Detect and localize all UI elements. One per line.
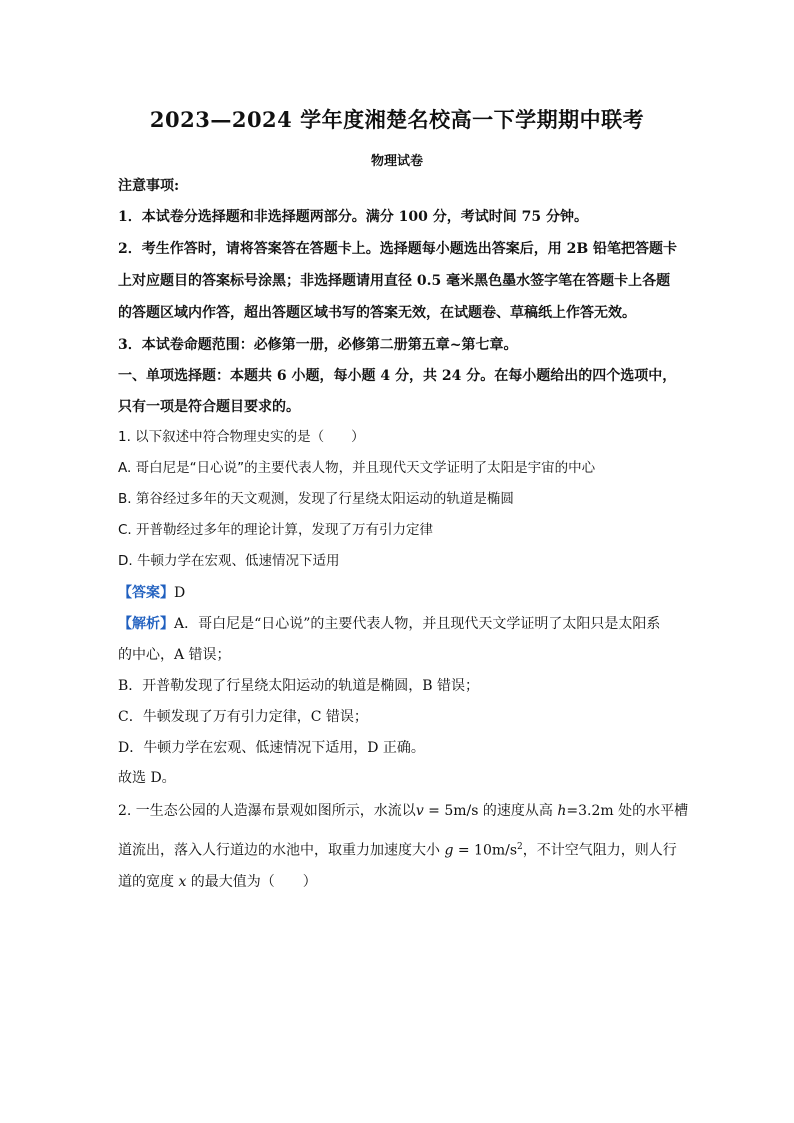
q2-line-1: [118, 802, 689, 820]
gravity-value: = 10m/s: [453, 842, 518, 859]
q2-line-3: [118, 873, 678, 891]
q1-analysis-d: D．牛顿力学在宏观、低速情况下适用，D 正确。: [118, 740, 425, 756]
q1-analysis-line-1: [118, 615, 678, 633]
notice-heading: 注意事项:: [118, 178, 180, 194]
section-heading-line-1: 一、单项选择题：本题共 6 小题，每小题 4 分，共 24 分。在每小题给出的四个选项中，: [118, 368, 677, 384]
q2-text: 道流出，落入人行道边的水池中，取重力加速度大小: [118, 842, 445, 859]
q1-conclusion: 故选 D。: [118, 770, 176, 786]
page-title: 2023—2024 学年度湘楚名校高一下学期期中联考: [149, 107, 645, 132]
q2-text: 的速度从高: [478, 803, 558, 819]
notice-item-2-line-2: 上对应题目的答案标号涂黑；非选择题请用直径 0.5 毫米黑色墨水签字笔在答题卡上各题: [118, 273, 671, 289]
velocity-value: = 5m/s: [423, 803, 479, 819]
gravity-exponent: 2: [517, 842, 523, 852]
q1-option-c: C. 开普勒经过多年的理论计算，发现了万有引力定律: [118, 522, 434, 538]
q2-text: ，不计空气阻力，则人行: [522, 842, 677, 859]
answer-label: 【答案】: [118, 585, 174, 601]
q1-analysis-b: B．开普勒发现了行星绕太阳运动的轨道是椭圆，B 错误；: [118, 678, 480, 694]
notice-item-2-line-3: 的答题区域内作答，超出答题区域书写的答案无效，在试题卷、草稿纸上作答无效。: [118, 305, 636, 321]
page-subtitle: 物理试卷: [370, 154, 423, 169]
q1-stem: 1. 以下叙述中符合物理史实的是（ ）: [118, 429, 365, 445]
q1-option-b: B. 第谷经过多年的天文观测，发现了行星绕太阳运动的轨道是椭圆: [118, 491, 514, 507]
q2-text: 的最大值为（ ）: [186, 874, 317, 890]
q1-analysis-c: C．牛顿发现了万有引力定律，C 错误；: [118, 709, 368, 725]
notice-item-1: 1．本试卷分选择题和非选择题两部分。满分 100 分，考试时间 75 分钟。: [118, 209, 588, 225]
notice-item-2-line-1: 2．考生作答时，请将答案答在答题卡上。选择题每小题选出答案后，用 2B 铅笔把答题卡: [118, 241, 678, 257]
analysis-text-1: A．哥白尼是“日心说”的主要代表人物，并且现代天文学证明了太阳只是太阳系: [174, 616, 661, 632]
velocity-symbol: v: [415, 803, 424, 819]
height-value: =3.2m: [566, 803, 614, 819]
q2-text: 处的水平槽: [613, 803, 689, 819]
width-symbol: x: [178, 874, 187, 890]
q1-answer: [118, 584, 678, 602]
q1-option-a: A. 哥白尼是“日心说”的主要代表人物，并且现代天文学证明了太阳是宇宙的中心: [118, 460, 596, 476]
q1-option-d: D. 牛顿力学在宏观、低速情况下适用: [118, 553, 340, 569]
notice-item-3: 3．本试卷命题范围：必修第一册，必修第二册第五章~第七章。: [118, 337, 518, 353]
height-symbol: h: [557, 803, 567, 819]
answer-value: D: [174, 585, 186, 601]
q2-text: 2. 一生态公园的人造瀑布景观如图所示，水流以: [118, 803, 416, 819]
gravity-symbol: g: [444, 842, 454, 859]
q2-text: 道的宽度: [118, 874, 179, 890]
analysis-label: 【解析】: [118, 616, 174, 632]
section-heading-line-2: 只有一项是符合题目要求的。: [118, 399, 300, 415]
q1-analysis-line-2: 的中心，A 错误；: [118, 647, 231, 663]
q2-line-2: [118, 838, 678, 860]
